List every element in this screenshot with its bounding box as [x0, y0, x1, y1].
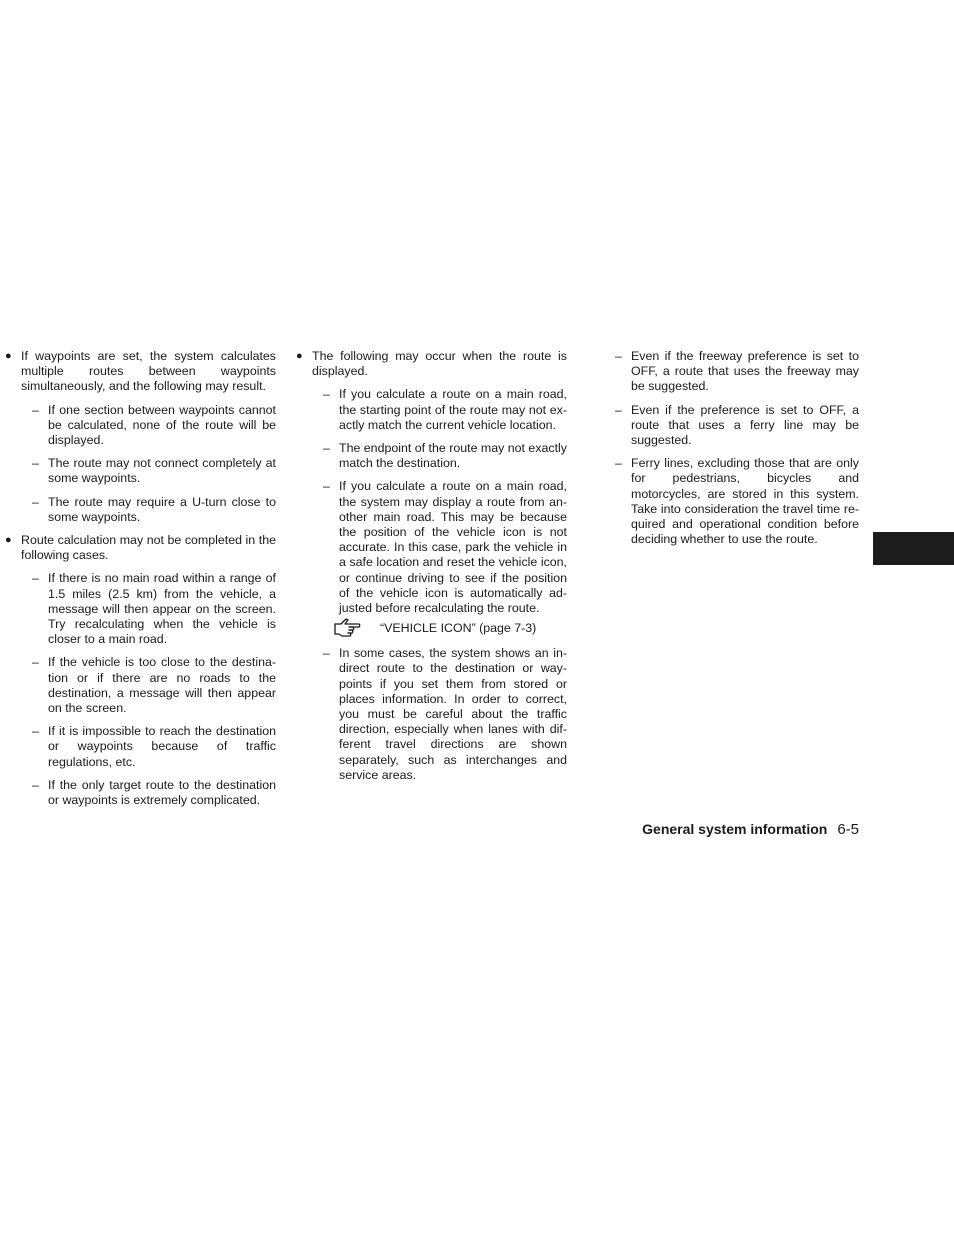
- sub-item: [5, 495, 276, 525]
- bullet-mark: ●: [296, 350, 303, 362]
- bullet-mark: ●: [5, 534, 12, 547]
- dash-mark: –: [615, 349, 622, 363]
- bullet-route-calculation: [5, 533, 276, 563]
- dash-mark: –: [615, 402, 622, 417]
- sub-item: [296, 441, 567, 471]
- sub-item-text: If you calculate a route on a main road, the system may display a route from an- other main road. This may be because the position of the vehicle icon is not accurate. In this case, park the vehicle in a safe location and reset the vehicle icon, or continue driving to see if the position of the vehicle icon is automatically ad- justed before recalculating the route.: [339, 479, 567, 616]
- bullet-mark: ●: [5, 350, 12, 362]
- page-number: 6-5: [837, 821, 859, 838]
- sub-item-text: Even if the freeway preference is set to OFF, a route that uses the freeway may be suggested.: [631, 349, 859, 394]
- dash-mark: –: [32, 494, 39, 509]
- sub-item-text: If one section between waypoints cannot be calculated, none of the route will be displayed.: [48, 402, 276, 448]
- sub-item-text: If the vehicle is too close to the destina- tion or if there are no roads to the destination, a message will then appear on the screen.: [48, 655, 276, 716]
- dash-mark: –: [323, 646, 330, 661]
- pointing-hand-icon: [332, 617, 362, 639]
- sub-item-text: Even if the preference is set to OFF, a route that uses a ferry line may be suggested.: [631, 402, 859, 448]
- sub-item: [5, 456, 276, 486]
- section-title: General system information: [642, 821, 828, 837]
- sub-item: [5, 655, 276, 716]
- sub-item: [615, 349, 859, 395]
- sub-item-text: The endpoint of the route may not exactly match the destination.: [339, 441, 567, 471]
- sub-item-text: The route may not connect completely at some waypoints.: [48, 456, 276, 486]
- left-column: [5, 349, 276, 816]
- sub-item: [296, 387, 567, 433]
- bullet-text: If waypoints are set, the system calculates multiple routes between waypoints simultaneously, and the following may result.: [21, 349, 276, 394]
- sub-item: [5, 571, 276, 647]
- sub-item: [5, 403, 276, 449]
- cross-reference[interactable]: [296, 620, 567, 638]
- sub-item-text: If you calculate a route on a main road, the starting point of the route may not ex- actly match the current vehicle location.: [339, 387, 567, 432]
- bullet-text: The following may occur when the route is displayed.: [312, 349, 567, 379]
- dash-mark: –: [32, 456, 39, 471]
- dash-mark: –: [615, 456, 622, 471]
- bullet-route-displayed: [296, 349, 567, 379]
- dash-mark: –: [32, 655, 39, 670]
- sub-item: [615, 403, 859, 449]
- sub-item-text: The route may require a U-turn close to some waypoints.: [48, 494, 276, 524]
- page-footer: [642, 821, 859, 838]
- dash-mark: –: [32, 724, 39, 739]
- sub-item-text: In some cases, the system shows an in- direct route to the destination or way- points if you set them from stored or places information. In order to correct, you must be careful about the traffic direction, especially when lanes with dif- ferent travel directions are shown separately, such as interchanges and service areas.: [339, 646, 567, 782]
- sub-item: [615, 456, 859, 547]
- dash-mark: –: [32, 402, 39, 417]
- sub-item-text: Ferry lines, excluding those that are only for pedestrians, bicycles and motorcycles, are stored in this system. Take into consideration the travel time re- quired and operational condition before deciding whether to use the route.: [631, 456, 859, 547]
- sub-item-text: If there is no main road within a range of 1.5 miles (2.5 km) from the vehicle, a message will then appear on the screen. Try recalculating when the vehicle is closer to a main road.: [48, 571, 276, 647]
- sub-item: [296, 646, 567, 783]
- cross-reference-text: “VEHICLE ICON” (page 7-3): [380, 621, 537, 636]
- sub-item: [296, 479, 567, 616]
- dash-mark: –: [323, 441, 330, 456]
- sub-item: [5, 778, 276, 808]
- middle-column: [296, 349, 567, 791]
- dash-mark: –: [323, 479, 330, 494]
- bullet-waypoints: [5, 349, 276, 395]
- sub-item-text: If it is impossible to reach the destination or waypoints because of traffic regulations, etc.: [48, 724, 276, 769]
- chapter-tab: [873, 532, 954, 565]
- bullet-text: Route calculation may not be completed in the following cases.: [21, 533, 276, 563]
- dash-mark: –: [323, 387, 330, 402]
- sub-item: [5, 724, 276, 770]
- dash-mark: –: [32, 777, 39, 792]
- sub-item-text: If the only target route to the destination or waypoints is extremely complicated.: [48, 777, 276, 808]
- right-column: [615, 349, 859, 555]
- dash-mark: –: [32, 571, 39, 586]
